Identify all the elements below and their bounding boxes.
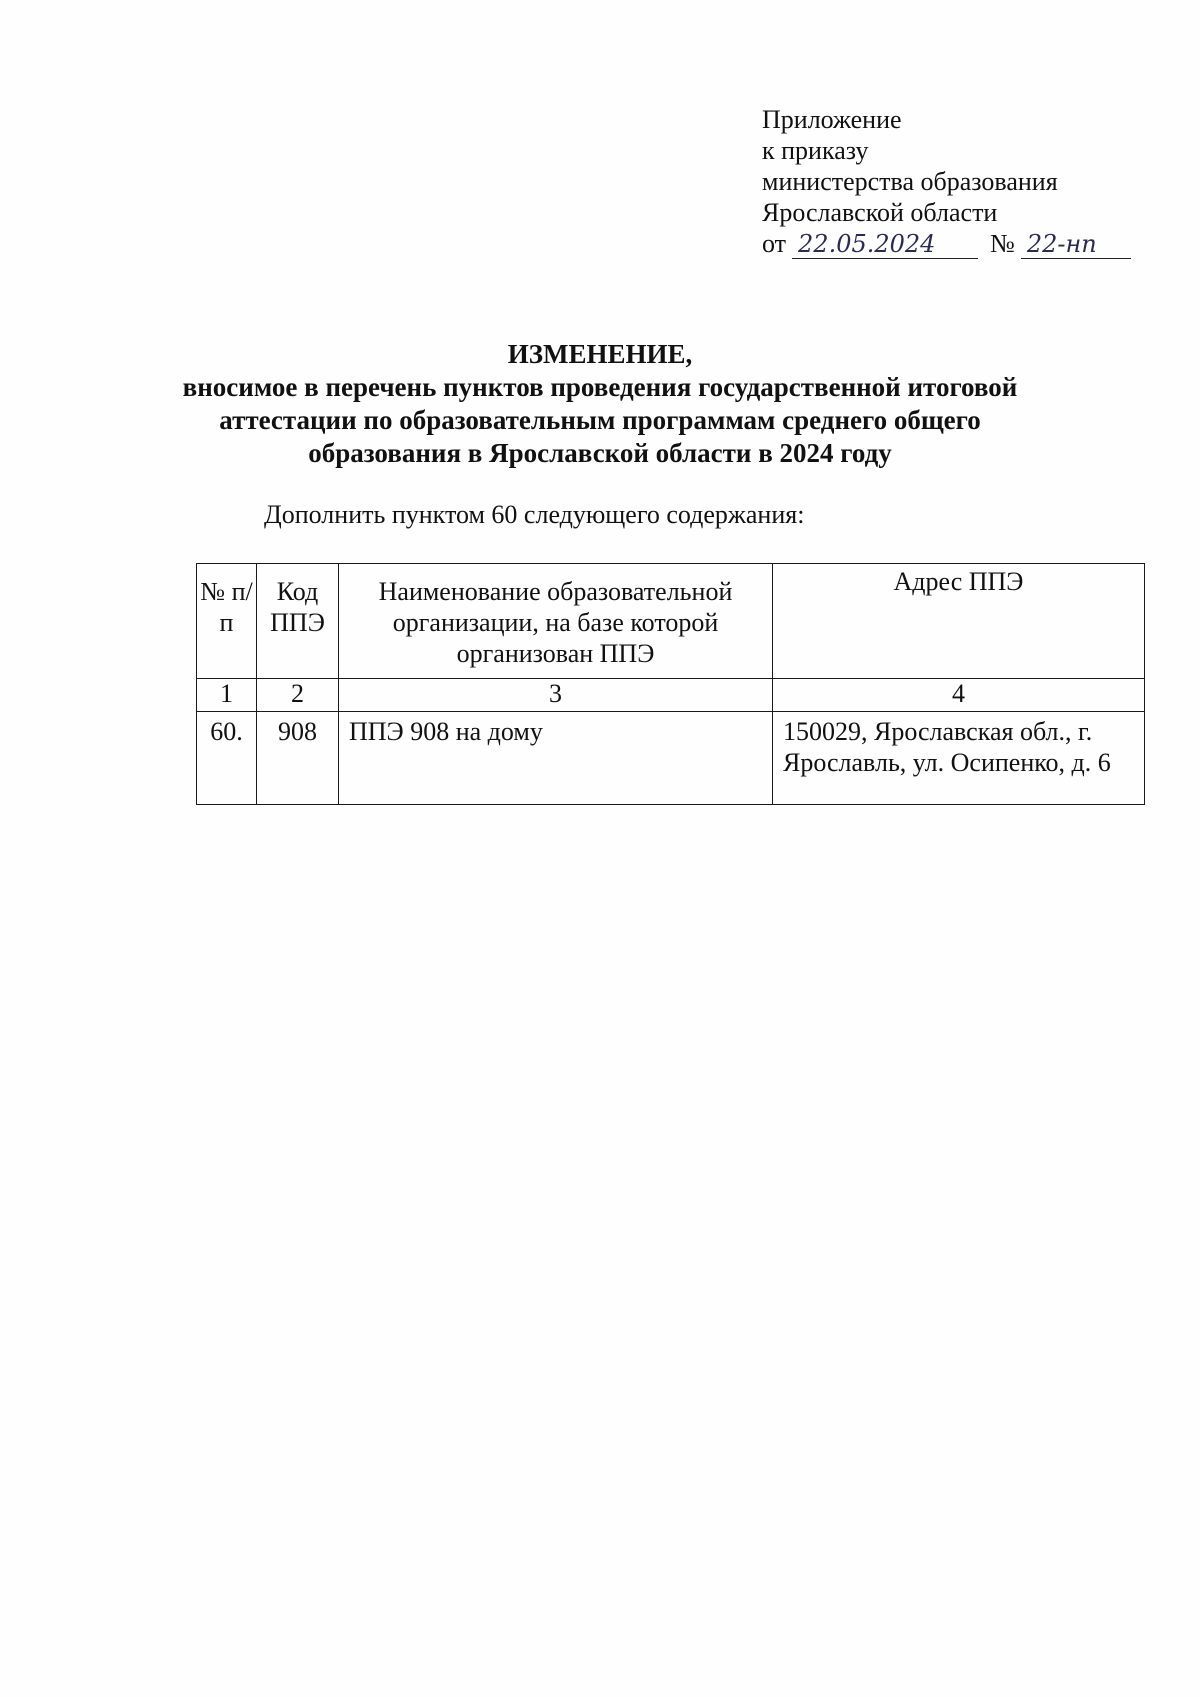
appendix-line-4: Ярославской области bbox=[762, 198, 998, 227]
number-label: № bbox=[990, 229, 1015, 258]
ppe-table bbox=[196, 563, 1144, 805]
column-number-cell: 4 bbox=[773, 679, 1145, 712]
title-line-2: аттестации по образовательным программам среднего общего bbox=[219, 405, 981, 435]
title-line-3: образования в Ярославской области в 2024 году bbox=[308, 438, 892, 468]
appendix-line-3: министерства образования bbox=[762, 167, 1058, 196]
header-cell-org-name: Наименование образовательной организации, на базе которой организован ППЭ bbox=[339, 564, 773, 679]
from-label: от bbox=[762, 229, 787, 258]
header-cell-number: № п/п bbox=[197, 564, 257, 679]
title-line-1: вносимое в перечень пунктов проведения государственной итоговой bbox=[182, 372, 1018, 402]
header-cell-address: Адрес ППЭ bbox=[773, 564, 1145, 679]
table-header-row bbox=[197, 564, 1145, 679]
column-number-cell: 3 bbox=[339, 679, 773, 712]
column-numbers-row bbox=[197, 679, 1145, 712]
handwritten-number: 22-нп bbox=[1021, 230, 1131, 259]
appendix-block bbox=[762, 104, 1131, 259]
title-heading: ИЗМЕНЕНИЕ, bbox=[507, 339, 693, 369]
header-cell-code: Код ППЭ bbox=[257, 564, 339, 679]
intro-text: Дополнить пунктом 60 следующего содержания: bbox=[264, 500, 805, 529]
appendix-line-2: к приказу bbox=[762, 136, 869, 165]
handwritten-date: 22.05.2024 bbox=[792, 230, 978, 259]
row-address-cell: 150029, Ярославская обл., г. Ярославль, ул. Осипенко, д. 6 bbox=[773, 712, 1145, 805]
row-name-cell: ППЭ 908 на дому bbox=[339, 712, 773, 805]
table-row bbox=[197, 712, 1145, 805]
order-date-number-line bbox=[762, 228, 1131, 259]
document-title bbox=[0, 338, 1200, 470]
row-number-cell: 60. bbox=[197, 712, 257, 805]
row-code-cell: 908 bbox=[257, 712, 339, 805]
column-number-cell: 2 bbox=[257, 679, 339, 712]
appendix-line-1: Приложение bbox=[762, 105, 902, 134]
column-number-cell: 1 bbox=[197, 679, 257, 712]
